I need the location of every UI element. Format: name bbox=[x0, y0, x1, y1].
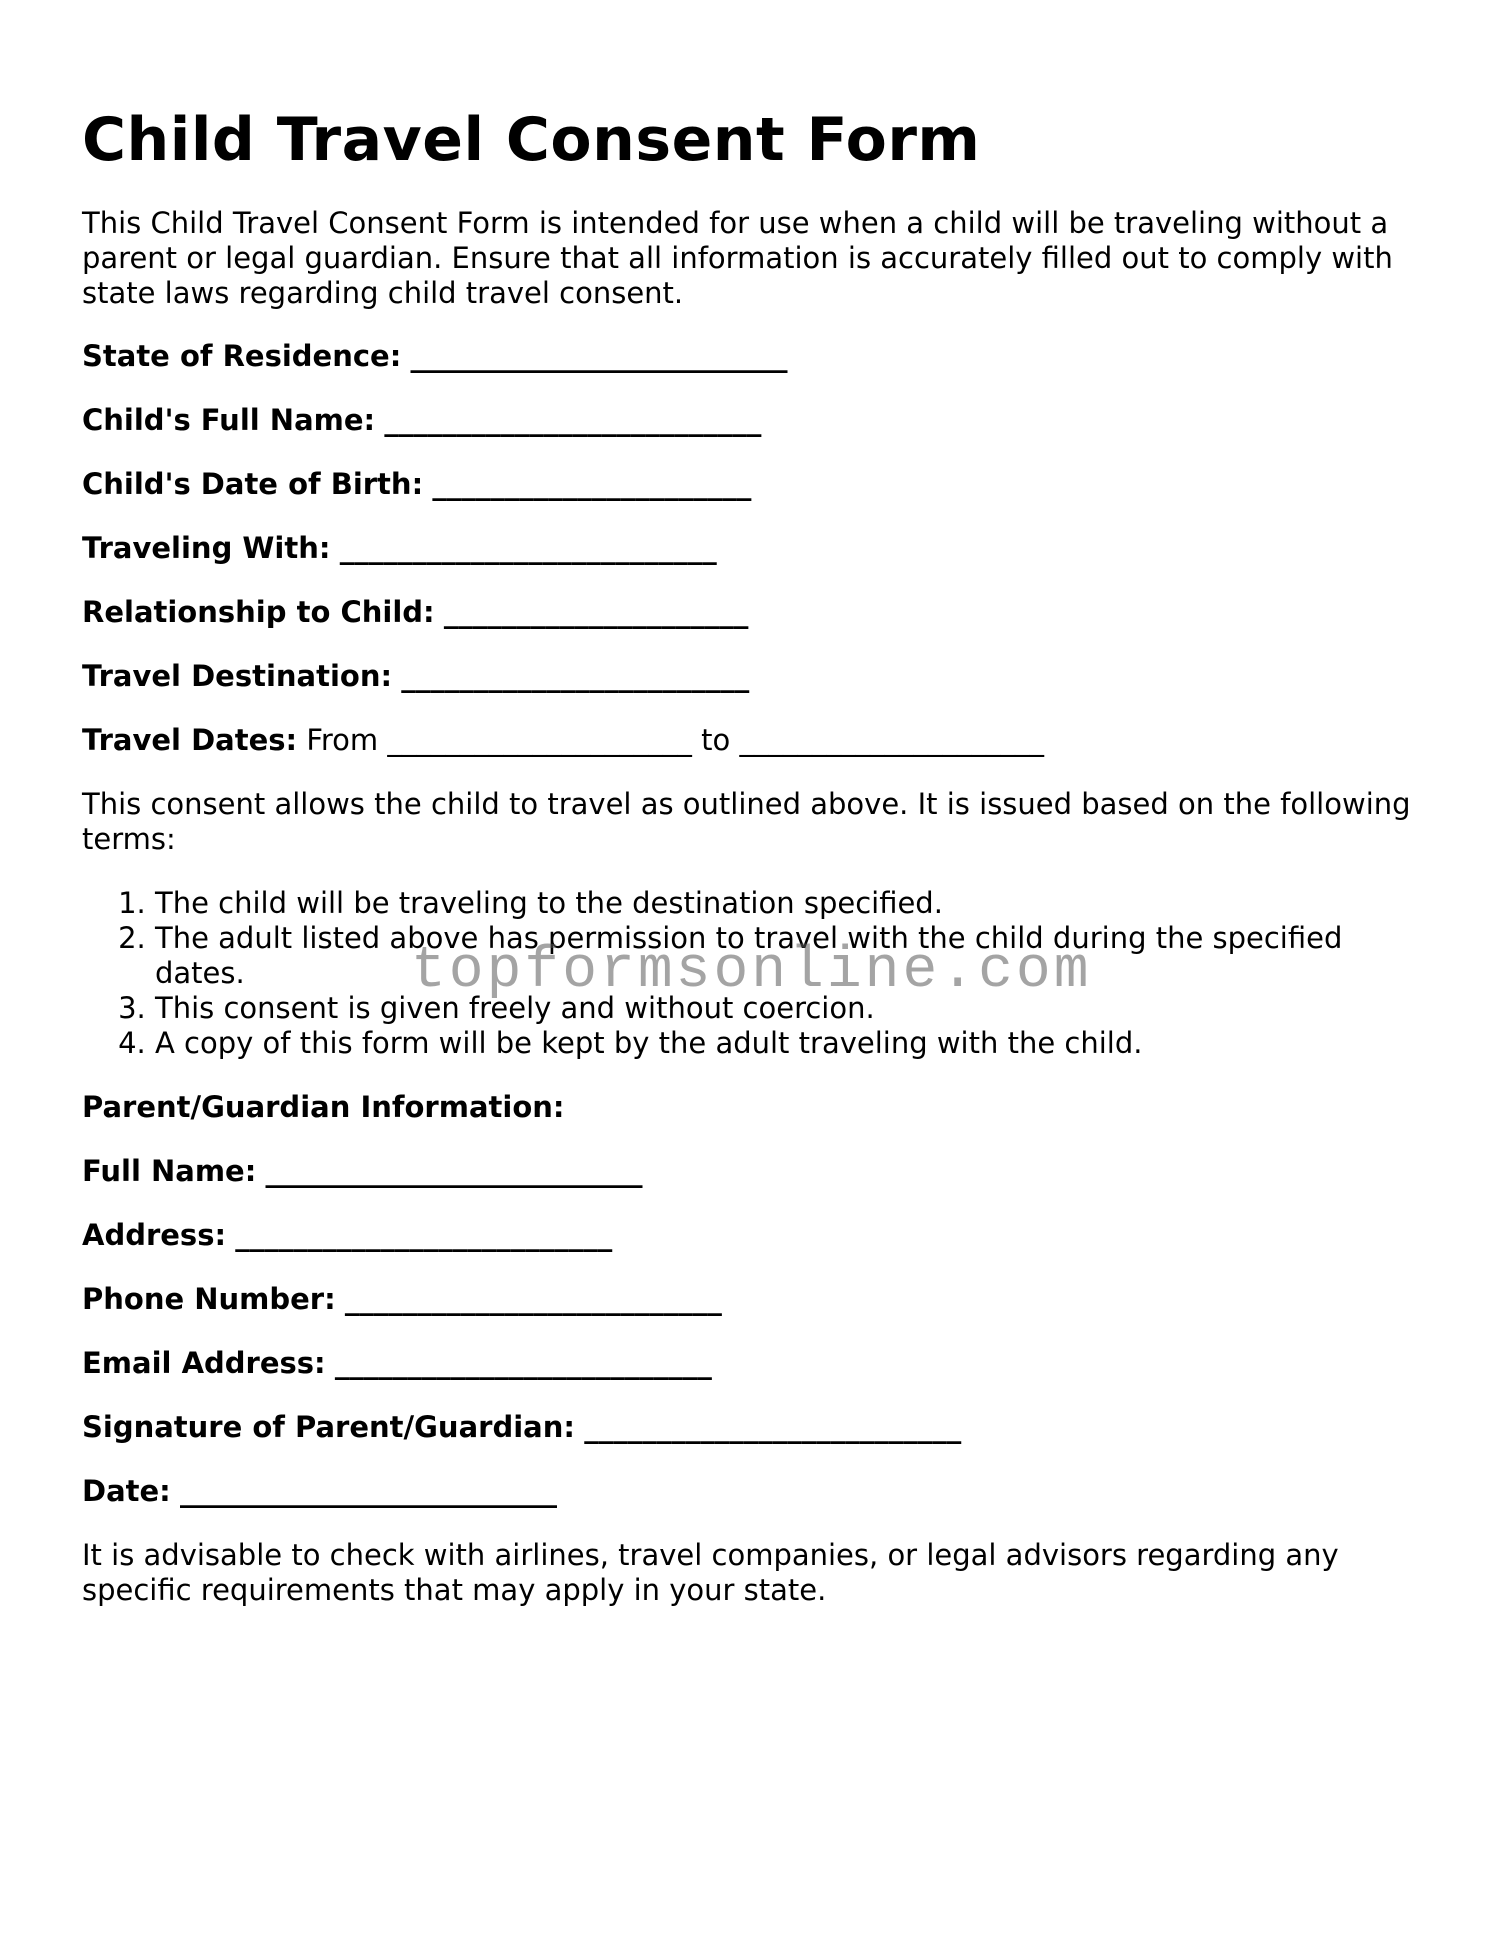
relationship-to-child-blank[interactable]: _____________________ bbox=[443, 595, 749, 629]
field-label: Child's Date of Birth: bbox=[82, 467, 424, 501]
guardian-address-blank[interactable]: __________________________ bbox=[235, 1218, 613, 1252]
guardian-phone-blank[interactable]: __________________________ bbox=[344, 1282, 722, 1316]
guardian-signature-blank[interactable]: __________________________ bbox=[584, 1410, 962, 1444]
list-item: 1. The child will be traveling to the destination specified. bbox=[155, 886, 1422, 921]
field-label: Email Address: bbox=[82, 1346, 326, 1380]
list-item: 3. This consent is given freely and without coercion. bbox=[155, 991, 1422, 1026]
field-label: Child's Full Name: bbox=[82, 403, 376, 437]
travel-date-to-blank[interactable]: _____________________ bbox=[739, 723, 1044, 757]
field-label: Date: bbox=[82, 1474, 171, 1508]
child-date-of-birth-field bbox=[82, 467, 1422, 502]
page-title: Child Travel Consent Form bbox=[82, 105, 981, 175]
guardian-full-name-field bbox=[82, 1154, 1422, 1189]
guardian-section-title: Parent/Guardian Information: bbox=[82, 1090, 565, 1124]
field-label: State of Residence: bbox=[82, 339, 402, 373]
field-label: Phone Number: bbox=[82, 1282, 336, 1316]
field-label: Travel Dates: bbox=[82, 723, 298, 757]
state-of-residence-blank[interactable]: __________________________ bbox=[410, 339, 788, 373]
guardian-date-field bbox=[82, 1474, 1422, 1509]
child-date-of-birth-blank[interactable]: ______________________ bbox=[432, 467, 752, 501]
list-item: 4. A copy of this form will be kept by the adult traveling with the child. bbox=[155, 1026, 1422, 1061]
from-text: From bbox=[306, 723, 379, 757]
guardian-full-name-blank[interactable]: __________________________ bbox=[265, 1154, 643, 1188]
terms-intro-paragraph: This consent allows the child to travel as outlined above. It is issued based on the following terms: bbox=[82, 787, 1411, 856]
traveling-with-blank[interactable]: __________________________ bbox=[339, 531, 717, 565]
list-item: 2. The adult listed above has permission to travel with the child during the specified dates. bbox=[155, 921, 1422, 991]
intro-paragraph: This Child Travel Consent Form is intended for use when a child will be traveling without a parent or legal guardian. Ensure that all information is accurately filled out to comply with state laws regarding child travel consent. bbox=[82, 206, 1393, 310]
travel-destination-blank[interactable]: ________________________ bbox=[401, 659, 750, 693]
guardian-phone-field bbox=[82, 1282, 1422, 1317]
guardian-date-blank[interactable]: __________________________ bbox=[180, 1474, 557, 1508]
travel-destination-field bbox=[82, 659, 1422, 694]
field-label: Signature of Parent/Guardian: bbox=[82, 1410, 575, 1444]
guardian-signature-field bbox=[82, 1410, 1422, 1445]
field-label: Relationship to Child: bbox=[82, 595, 435, 629]
closing-paragraph: It is advisable to check with airlines, travel companies, or legal advisors regarding any specific requirements that may apply in your state. bbox=[82, 1538, 1339, 1607]
traveling-with-field bbox=[82, 531, 1422, 566]
watermark: topformsonline.com bbox=[411, 939, 1092, 1004]
field-label: Traveling With: bbox=[82, 531, 331, 565]
field-label: Full Name: bbox=[82, 1154, 257, 1188]
state-of-residence-field bbox=[82, 339, 1422, 374]
field-label: Address: bbox=[82, 1218, 227, 1252]
guardian-address-field bbox=[82, 1218, 1422, 1253]
travel-date-from-blank[interactable]: _____________________ bbox=[387, 723, 692, 757]
guardian-email-field bbox=[82, 1346, 1422, 1381]
field-label: Travel Destination: bbox=[82, 659, 393, 693]
terms-list bbox=[82, 886, 1422, 1061]
relationship-to-child-field bbox=[82, 595, 1422, 630]
guardian-email-blank[interactable]: __________________________ bbox=[334, 1346, 712, 1380]
child-full-name-field bbox=[82, 403, 1422, 438]
child-full-name-blank[interactable]: __________________________ bbox=[384, 403, 762, 437]
document-page bbox=[82, 100, 1422, 1608]
travel-dates-field bbox=[82, 723, 1422, 758]
to-text: to bbox=[701, 723, 731, 757]
